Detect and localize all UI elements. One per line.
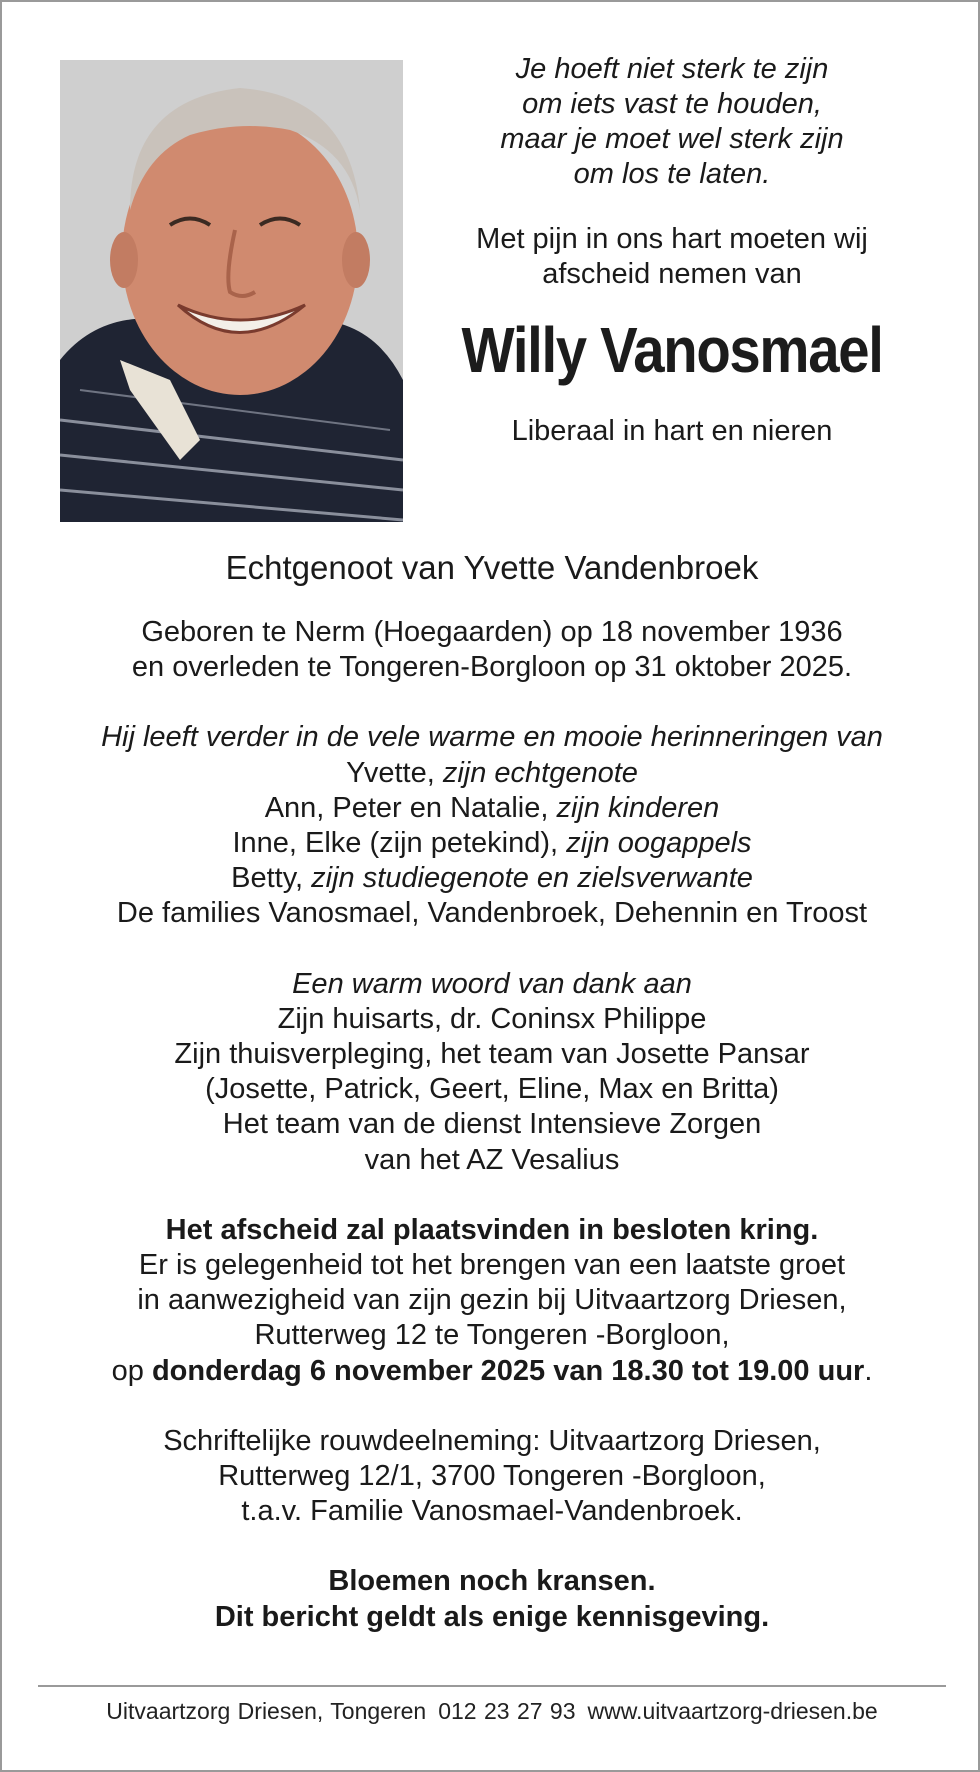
family-line	[42, 861, 942, 896]
quote-line: Je hoeft niet sterk te zijn	[515, 53, 829, 85]
family-relation: zijn kinderen	[556, 791, 720, 824]
intro-line: afscheid nemen van	[542, 258, 802, 290]
family-names: Yvette,	[346, 756, 443, 789]
closing-line: Dit bericht geldt als enige kennisgeving.	[214, 1600, 770, 1633]
birth-line: Geboren te Nerm (Hoegaarden) op 18 november 1936	[141, 616, 843, 648]
quote-line: om iets vast te houden,	[522, 88, 822, 120]
thanks-line: Zijn thuisverpleging, het team van Josette Pansar	[174, 1038, 810, 1071]
condolence-line: Schriftelijke rouwdeelneming: Uitvaartzorg Driesen,	[163, 1424, 821, 1457]
footer-website[interactable]: www.uitvaartzorg-driesen.be	[587, 1698, 878, 1724]
portrait-illustration	[60, 60, 403, 522]
date-prefix: op	[111, 1354, 152, 1387]
farewell-line: Rutterweg 12 te Tongeren -Borgloon,	[254, 1319, 730, 1352]
family-relation: zijn studiegenote en zielsverwante	[311, 862, 753, 895]
farewell-line: Er is gelegenheid tot het brengen van een laatste groet	[138, 1249, 846, 1282]
farewell-heading: Het afscheid zal plaatsvinden in besloten kring.	[165, 1213, 819, 1246]
motto: Liberaal in hart en nieren	[511, 415, 833, 447]
farewell-date-line	[42, 1354, 942, 1389]
condolence-line: t.a.v. Familie Vanosmael-Vandenbroek.	[241, 1495, 743, 1528]
header-block	[422, 52, 922, 449]
family-line	[42, 791, 942, 826]
poem-quote	[422, 52, 922, 192]
thanks-line: Zijn huisarts, dr. Coninsx Philippe	[277, 1002, 707, 1035]
memories-block	[42, 720, 942, 931]
thanks-line: Het team van de dienst Intensieve Zorgen	[222, 1108, 762, 1141]
family-names: Inne, Elke (zijn petekind),	[232, 827, 567, 860]
footer-divider	[38, 1685, 946, 1687]
intro-text	[422, 222, 922, 292]
thanks-block	[42, 967, 942, 1178]
family-names: Ann, Peter en Natalie,	[264, 791, 557, 824]
footer	[38, 1696, 946, 1726]
farewell-block	[42, 1213, 942, 1389]
spouse-line: Echtgenoot van Yvette Vandenbroek	[225, 549, 759, 586]
birth-block	[42, 615, 942, 685]
footer-phone: 012 23 27 93	[438, 1698, 576, 1724]
condolence-line: Rutterweg 12/1, 3700 Tongeren -Borgloon,	[218, 1460, 766, 1493]
condolence-block	[42, 1424, 942, 1530]
thanks-line: van het AZ Vesalius	[364, 1143, 620, 1176]
memories-heading: Hij leeft verder in de vele warme en mooie herinneringen van	[101, 721, 883, 754]
farewell-date: donderdag 6 november 2025 van 18.30 tot 19.00 uur	[151, 1354, 865, 1387]
birth-line: en overleden te Tongeren-Borgloon op 31 oktober 2025.	[131, 651, 853, 684]
portrait-photo	[60, 60, 403, 522]
quote-line: maar je moet wel sterk zijn	[500, 123, 844, 155]
family-line	[42, 826, 942, 861]
deceased-name: Willy Vanosmael	[461, 314, 883, 386]
family-relation: zijn oogappels	[566, 827, 752, 860]
quote-line: om los te laten.	[573, 158, 771, 190]
closing-line: Bloemen noch kransen.	[328, 1565, 656, 1598]
farewell-line: in aanwezigheid van zijn gezin bij Uitvaartzorg Driesen,	[137, 1284, 847, 1317]
footer-company: Uitvaartzorg Driesen, Tongeren	[106, 1698, 427, 1724]
obituary-body	[42, 548, 942, 1670]
date-suffix: .	[864, 1354, 873, 1387]
families-line: De families Vanosmael, Vandenbroek, Dehennin en Troost	[116, 897, 868, 930]
intro-line: Met pijn in ons hart moeten wij	[476, 223, 868, 255]
family-line	[42, 756, 942, 791]
thanks-heading: Een warm woord van dank aan	[292, 967, 692, 1000]
closing-block	[42, 1564, 942, 1634]
thanks-line: (Josette, Patrick, Geert, Eline, Max en Britta)	[205, 1073, 779, 1106]
family-names: Betty,	[231, 862, 312, 895]
family-relation: zijn echtgenote	[442, 756, 638, 789]
